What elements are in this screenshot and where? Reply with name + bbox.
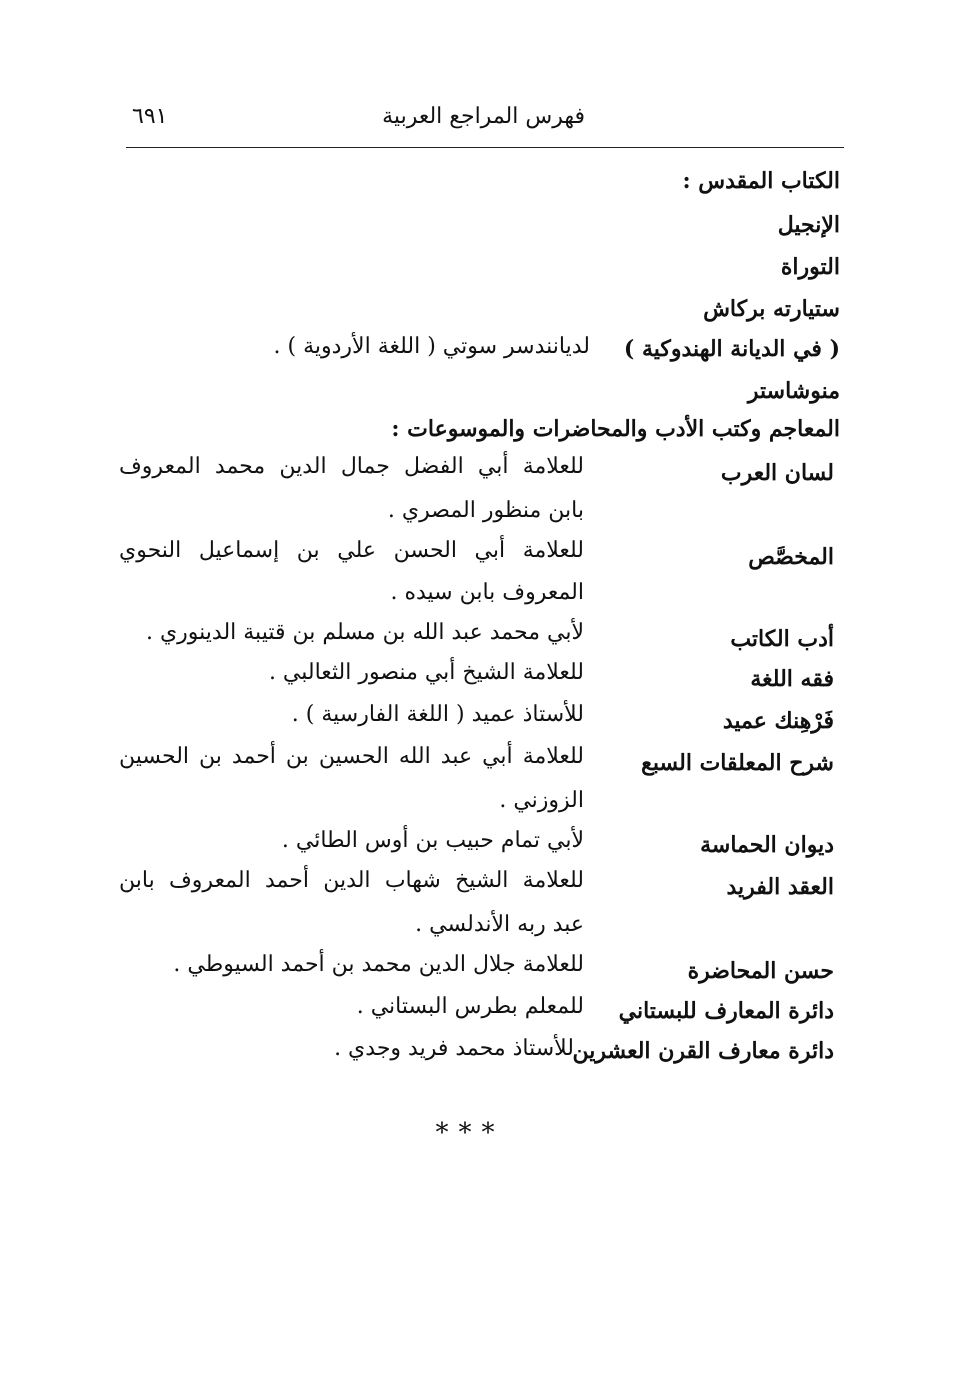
list-item: منوشاستر [747,378,840,404]
header-title: فهرس المراجع العربية [382,104,585,129]
entry-desc: للأستاذ محمد فريد وجدي . [334,1036,574,1061]
hindu-title: ( في الديانة الهندوكية ) [623,336,840,362]
entry-title: دائرة معارف القرن العشرين [572,1038,834,1064]
section-heading-dictionaries: المعاجم وكتب الأدب والمحاضرات والموسوعات : [391,416,840,442]
entry-desc: للعلامة الشيخ أبي منصور الثعالبي . [268,660,584,685]
entry-title: المخصَّص [748,544,834,570]
entry-desc: للمعلم بطرس البستاني . [356,994,584,1019]
entry-desc: عبد ربه الأندلسي . [415,912,584,937]
list-item: ستيارته بركاش [703,296,840,322]
entry-desc: لأبي محمد عبد الله بن مسلم بن قتيبة الدينوري . [145,620,584,645]
entry-desc: للأستاذ عميد ( اللغة الفارسية ) . [291,702,584,727]
entry-title: شرح المعلقات السبع [641,750,834,776]
entry-desc: للعلامة أبي عبد الله الحسين بن أحمد بن الحسين [119,744,584,769]
running-header [120,104,840,144]
entry-title: ديوان الحماسة [700,832,834,858]
entry-desc: بابن منظور المصري . [387,498,584,523]
page-number: ٦٩١ [132,104,168,129]
entry-title: أدب الكاتب [730,626,834,652]
entry-desc: للعلامة أبي الحسن علي بن إسماعيل النحوي [119,538,584,563]
header-rule [126,147,844,148]
entry-desc: الزوزني . [499,788,584,813]
list-item: الإنجيل [777,212,840,238]
entry-desc: للعلامة جلال الدين محمد بن أحمد السيوطي . [173,952,584,977]
entry-desc: للعلامة أبي الفضل جمال الدين محمد المعروف [119,454,584,479]
section-break-stars: *** [435,1118,505,1148]
list-item: التوراة [780,254,840,280]
hindu-desc: لديانندسر سوتي ( اللغة الأردوية ) . [273,334,590,359]
entry-title: حسن المحاضرة [687,958,834,984]
entry-title: لسان العرب [720,460,834,486]
entry-desc: لأبي تمام حبيب بن أوس الطائي . [281,828,584,853]
entry-desc: المعروف بابن سيده . [390,580,584,605]
entry-title: العقد الفريد [726,874,834,900]
entry-title: فقه اللغة [750,666,834,692]
section-heading-scripture: الكتاب المقدس : [682,168,840,194]
entry-title: فَرْهِنك عميد [722,708,834,734]
entry-desc: للعلامة الشيخ شهاب الدين أحمد المعروف بابن [119,868,584,893]
entry-title: دائرة المعارف للبستاني [618,998,834,1024]
